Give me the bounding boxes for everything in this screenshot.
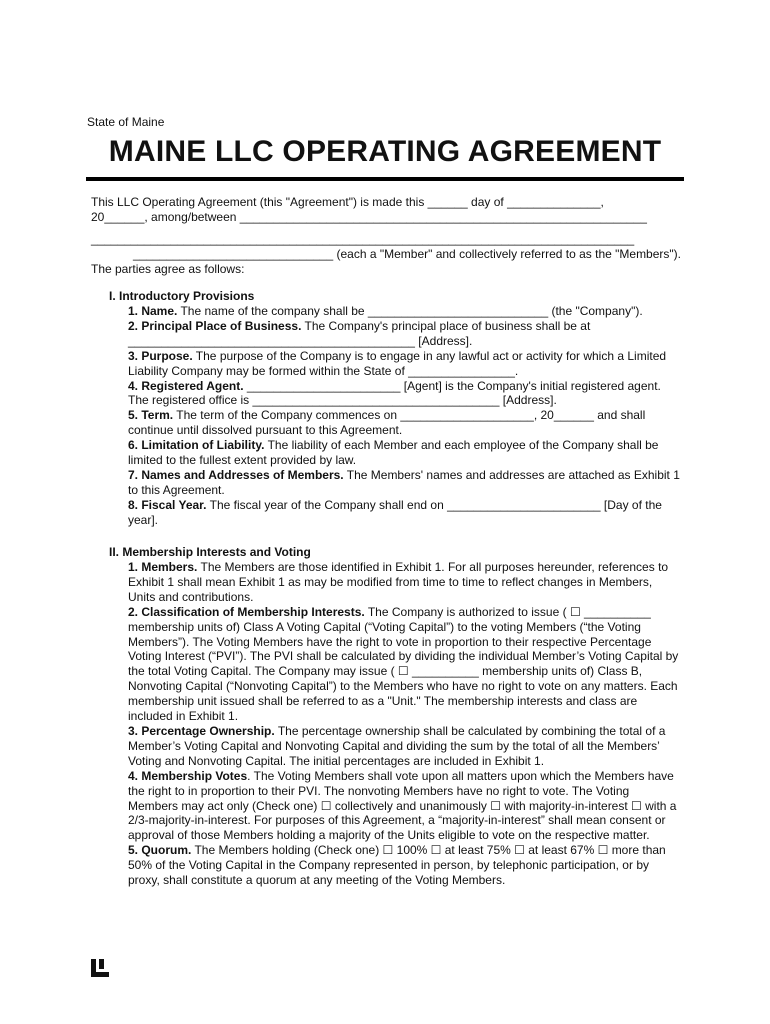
provision-item xyxy=(128,769,681,844)
provision-title: 5. Quorum. xyxy=(128,843,192,858)
provision-item xyxy=(128,304,681,319)
provision-item xyxy=(128,408,681,438)
section-heading: II. Membership Interests and Voting xyxy=(109,545,311,559)
provision-text: The term of the Company commences on ____________________, 20______ and shall continue until dissolved pursuant to this Agreement. xyxy=(128,408,646,438)
provision-item xyxy=(128,438,681,468)
provision-text: The Members are those identified in Exhibit 1. For all purposes hereunder, references to Exhibit 1 shall mean Exhibit 1 as may be modified from time to time to reflect changes in Members, Units and contributions. xyxy=(128,560,669,604)
provision-text: The purpose of the Company is to engage in any lawful act or activity for which a Limited Liability Company may be formed within the State of ________________. xyxy=(128,348,667,378)
provision-text: The Members holding (Check one) ☐ 100% ☐ at least 75% ☐ at least 67% ☐ more than 50% of the Voting Capital in the Company represented in person, by telephonic participation, or by proxy, shall constitute a quorum at any meeting of the Voting Members. xyxy=(128,843,666,888)
provision-item xyxy=(128,349,681,379)
section-items xyxy=(128,560,681,888)
provision-item xyxy=(128,724,681,769)
provision-title: 5. Term. xyxy=(128,408,174,423)
provision-text: The Members' names and addresses are attached as Exhibit 1 to this Agreement. xyxy=(128,467,680,497)
provision-text: The fiscal year of the Company shall end on _______________________ [Day of the year]. xyxy=(128,497,662,527)
provision-item xyxy=(128,468,681,498)
provision-text: The liability of each Member and each employee of the Company shall be limited to the fullest extent provided by law. xyxy=(128,438,659,468)
provision-title: 8. Fiscal Year. xyxy=(128,497,207,512)
provision-title: 2. Classification of Membership Interests. xyxy=(128,604,365,619)
provision-text: The Company is authorized to issue ( ☐ __________ membership units of) Class A Voting Capital (“Voting Capital”) to the voting Members (“the Voting Members”). The Voting Members have the right to vote in proportion to their respective Percentage Voting Interest (“PVI”). The PVI shall be calculated by dividing the individual Member’s Voting Capital by the total Voting Capital. The Company may issue ( ☐ __________ membership units of) Class B, Nonvoting Capital (“Nonvoting Capital”) to the Members who have no right to vote on any matters. Each membership unit issued shall be referred to as a "Unit." The membership interests and class are included in Exhibit 1. xyxy=(128,604,679,724)
provision-item xyxy=(128,843,681,888)
provision-title: 1. Name. xyxy=(128,304,178,318)
intro-line: This LLC Operating Agreement (this "Agreement") is made this ______ day of ______________, xyxy=(91,195,604,209)
provision-text: The percentage ownership shall be calculated by combining the total of a Member’s Voting Capital and Nonvoting Capital and dividing the sum by the total of all the Members’ Voting and Nonvoting Capital. The initial percentages are included in Exhibit 1. xyxy=(128,723,666,768)
section-items xyxy=(128,304,681,528)
provision-title: 4. Membership Votes xyxy=(128,768,248,783)
provision-item xyxy=(128,498,681,528)
provision-title: 3. Purpose. xyxy=(128,348,193,363)
provision-title: 4. Registered Agent. xyxy=(128,378,244,393)
intro-line: The parties agree as follows: xyxy=(91,262,245,276)
intro-line: ______________________________ (each a "Member" and collectively referred to as the "Members"). xyxy=(132,247,681,261)
provision-item xyxy=(128,379,681,409)
section-membership-interests xyxy=(109,545,681,888)
title-divider xyxy=(86,177,684,181)
intro-line: __________________________________________________________________________________ xyxy=(91,232,635,246)
provision-text: The Company's principal place of business shall be at ___________________________________________ [Address]. xyxy=(128,318,591,348)
provision-text: . The Voting Members shall vote upon all matters upon which the Members have the right to in proportion to their PVI. The nonvoting Members have no right to vote. The Voting Members may act only (Check one) ☐ collectively and unanimously ☐ with majority-in-interest ☐ with a 2/3-majority-in-interest. For purposes of this Agreement, a “majority-in-interest” shall mean consent or approval of those Members holding a majority of the Units eligible to vote on the respective matter. xyxy=(128,768,677,843)
provision-title: 1. Members. xyxy=(128,560,198,574)
provision-title: 3. Percentage Ownership. xyxy=(128,723,275,738)
provision-item xyxy=(128,560,681,605)
legal-templates-logo-icon xyxy=(91,959,109,977)
provision-title: 6. Limitation of Liability. xyxy=(128,438,265,453)
document-title: MAINE LLC OPERATING AGREEMENT xyxy=(108,135,662,168)
provision-item xyxy=(128,319,681,349)
intro-paragraph xyxy=(91,195,681,277)
intro-line: 20______, among/between _____________________________________________________________ xyxy=(91,210,647,224)
provision-item xyxy=(128,605,681,724)
section-introductory-provisions xyxy=(109,289,681,528)
provision-text: The name of the company shall be ___________________________ (the "Company"). xyxy=(177,304,643,318)
provision-title: 7. Names and Addresses of Members. xyxy=(128,467,344,482)
provision-text: _______________________ [Agent] is the Company's initial registered agent. The registered office is _____________________________________ [Address]. xyxy=(128,378,661,408)
section-heading: I. Introductory Provisions xyxy=(109,289,255,303)
state-label: State of Maine xyxy=(87,115,165,129)
provision-title: 2. Principal Place of Business. xyxy=(128,318,302,333)
